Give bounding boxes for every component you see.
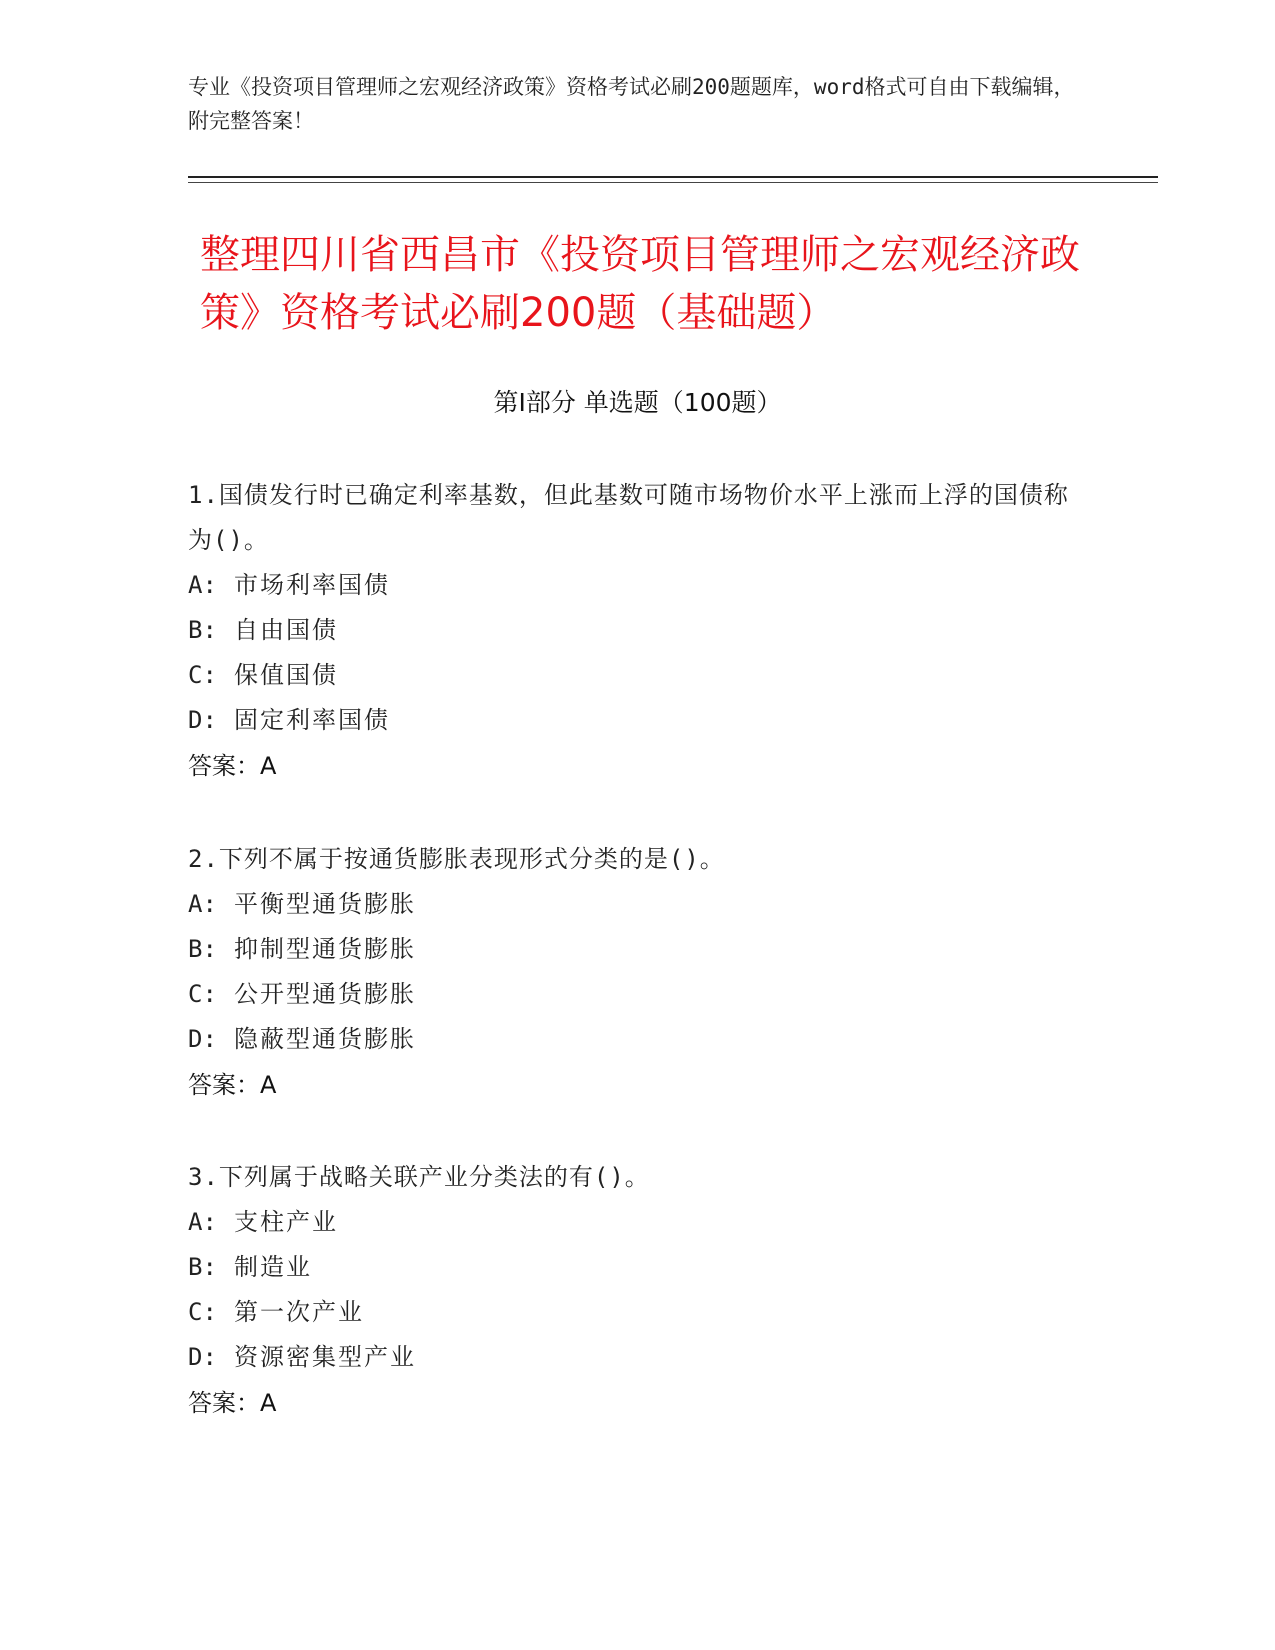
option-text: 支柱产业 <box>234 1208 338 1236</box>
option-letter: D: <box>188 706 217 734</box>
question-3 <box>188 1155 1088 1426</box>
option-b <box>188 608 1088 653</box>
header-note: 专业《投资项目管理师之宏观经济政策》资格考试必刷200题题库，word格式可自由下载编辑，附完整答案！ <box>188 75 1075 133</box>
option-letter: D: <box>188 1343 217 1371</box>
option-text: 第一次产业 <box>234 1298 364 1326</box>
option-text: 资源密集型产业 <box>234 1343 416 1371</box>
answer: 答案：A <box>188 1071 277 1099</box>
option-b <box>188 1245 1088 1290</box>
option-letter: C: <box>188 1298 217 1326</box>
question-stem: 3.下列属于战略关联产业分类法的有()。 <box>188 1163 650 1191</box>
header-divider-thick <box>188 176 1158 178</box>
answer: 答案：A <box>188 1389 277 1417</box>
question-1 <box>188 473 1088 789</box>
option-a <box>188 563 1088 608</box>
answer: 答案：A <box>188 752 277 780</box>
option-letter: C: <box>188 661 217 689</box>
option-a <box>188 1200 1088 1245</box>
question-2 <box>188 837 1088 1108</box>
option-letter: A: <box>188 890 217 918</box>
option-d <box>188 1335 1088 1380</box>
option-text: 公开型通货膨胀 <box>234 980 416 1008</box>
option-text: 制造业 <box>234 1253 312 1281</box>
option-a <box>188 882 1088 927</box>
option-letter: B: <box>188 935 217 963</box>
option-text: 隐蔽型通货膨胀 <box>234 1025 416 1053</box>
option-c <box>188 972 1088 1017</box>
option-text: 保值国债 <box>234 661 338 689</box>
option-text: 自由国债 <box>234 616 338 644</box>
option-c <box>188 1290 1088 1335</box>
option-letter: C: <box>188 980 217 1008</box>
question-stem: 2.下列不属于按通货膨胀表现形式分类的是()。 <box>188 845 725 873</box>
option-letter: A: <box>188 1208 217 1236</box>
option-letter: B: <box>188 1253 217 1281</box>
option-text: 平衡型通货膨胀 <box>234 890 416 918</box>
option-d <box>188 698 1088 743</box>
header-divider-thin <box>188 182 1158 183</box>
option-text: 市场利率国债 <box>234 571 390 599</box>
option-text: 固定利率国债 <box>234 706 390 734</box>
section-heading: 第I部分 单选题（100题） <box>493 388 782 417</box>
option-b <box>188 927 1088 972</box>
option-letter: D: <box>188 1025 217 1053</box>
option-text: 抑制型通货膨胀 <box>234 935 416 963</box>
document-title: 整理四川省西昌市《投资项目管理师之宏观经济政策》资格考试必刷200题（基础题） <box>200 232 1080 336</box>
option-letter: A: <box>188 571 217 599</box>
question-stem: 1.国债发行时已确定利率基数，但此基数可随市场物价水平上涨而上浮的国债称为()。 <box>188 481 1069 554</box>
option-c <box>188 653 1088 698</box>
option-letter: B: <box>188 616 217 644</box>
option-d <box>188 1017 1088 1062</box>
